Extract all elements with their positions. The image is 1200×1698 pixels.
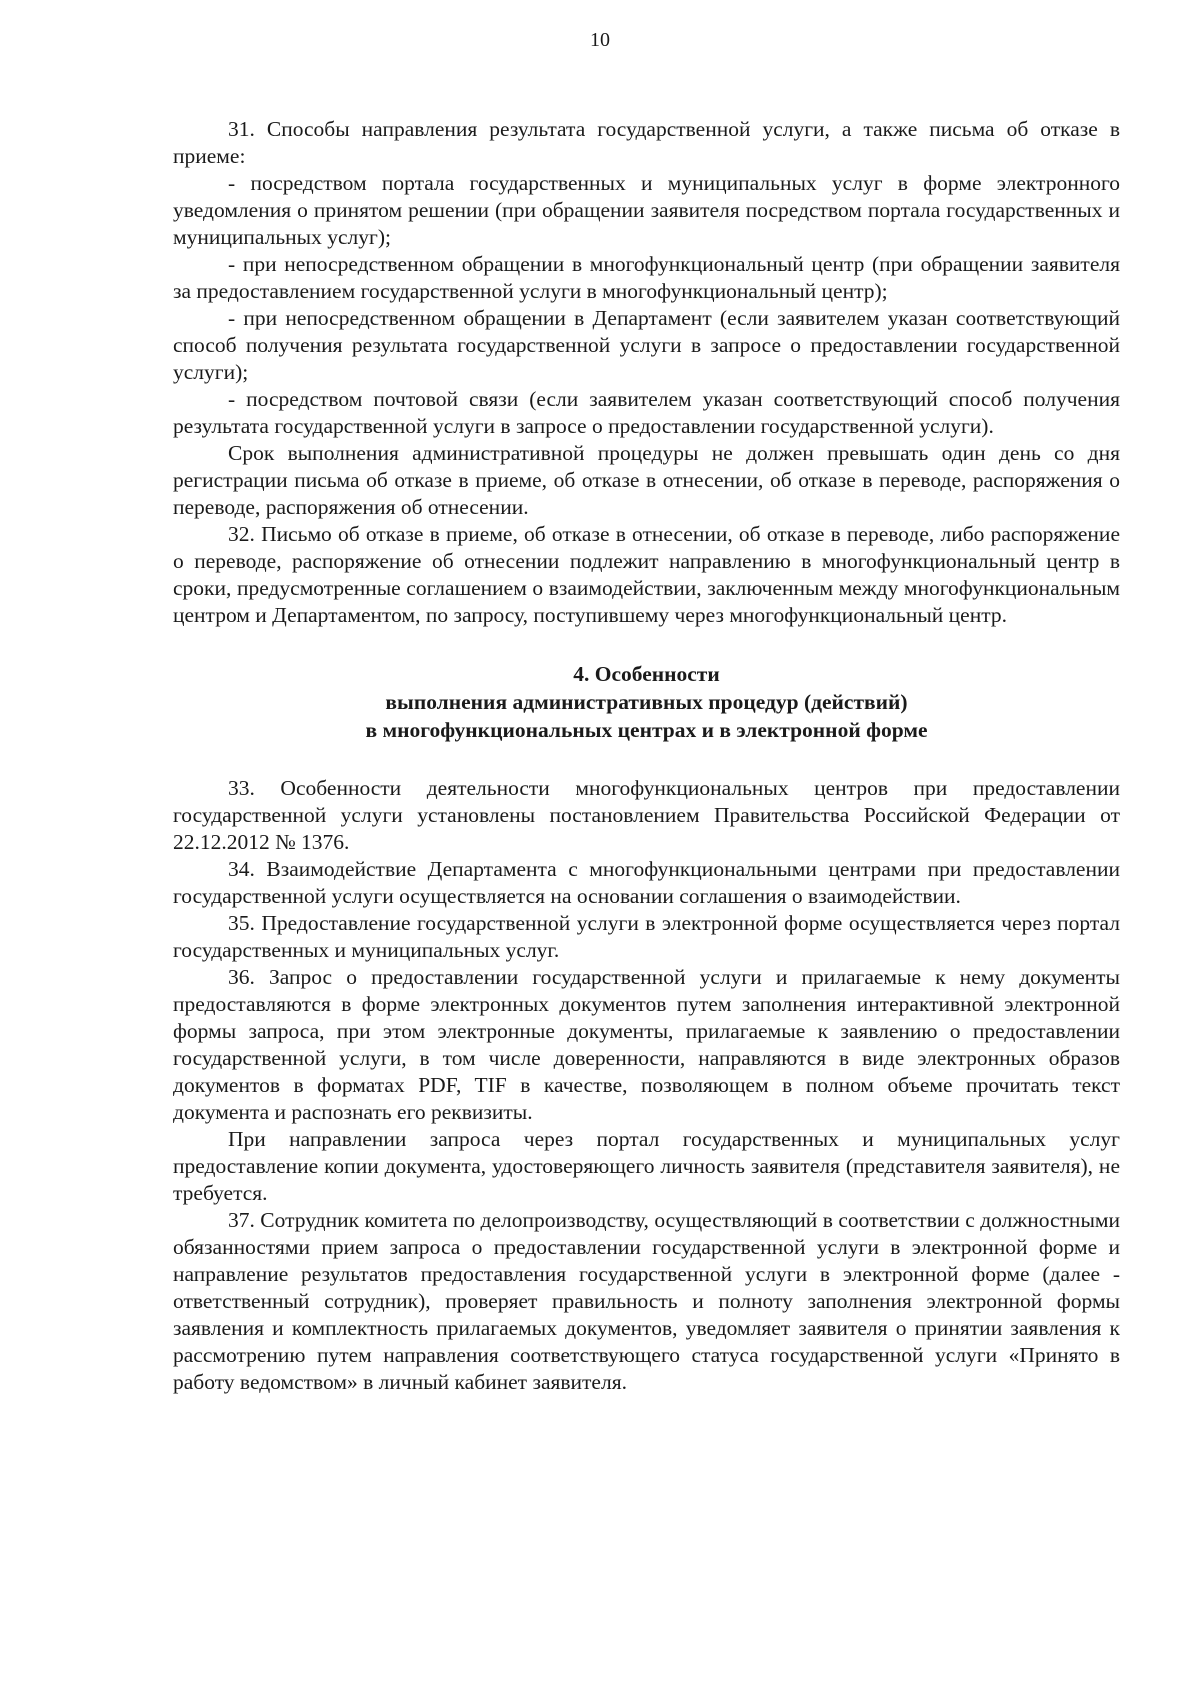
section-heading-line-1: 4. Особенности: [573, 662, 720, 686]
paragraph-31-portal: - посредством портала государственных и муниципальных услуг в форме электронного уведомления о принятом решении (при обращении заявителя посредством портала государственных и муниципальных услуг);: [173, 171, 1120, 249]
paragraph-31-department: - при непосредственном обращении в Департамент (если заявителем указан соответствующий способ получения результата государственной услуги в запросе о предоставлении государственной услуги);: [173, 306, 1120, 384]
paragraph-37: 37. Сотрудник комитета по делопроизводству, осуществляющий в соответствии с должностными обязанностями прием запроса о предоставлении государственной услуги в электронной форме и направление результатов предоставления государственной услуги в электронной форме (далее - ответственный сотрудник), проверяет правильность и полноту заполнения электронной формы заявления и комплектность прилагаемых документов, уведомляет заявителя о принятии заявления к рассмотрению путем направления соответствующего статуса государственной услуги «Принято в работу ведомством» в личный кабинет заявителя.: [173, 1208, 1120, 1394]
paragraph-deadline: Срок выполнения административной процедуры не должен превышать один день со дня регистрации письма об отказе в приеме, об отказе в отнесении, об отказе в переводе, распоряжения о переводе, распоряжения об отнесении.: [173, 441, 1120, 519]
paragraph-31-post: - посредством почтовой связи (если заявителем указан соответствующий способ получения результата государственной услуги в запросе о предоставлении государственной услуги).: [173, 387, 1120, 438]
section-heading-line-3: в многофункциональных центрах и в электронной форме: [365, 718, 928, 742]
page-number: 10: [590, 29, 610, 51]
section-heading: [173, 660, 1120, 744]
section-heading-line-2: выполнения административных процедур (действий): [385, 690, 908, 714]
document-body: [173, 116, 1120, 1396]
paragraph-32: 32. Письмо об отказе в приеме, об отказе в отнесении, об отказе в переводе, либо распоряжение о переводе, распоряжение об отнесении подлежит направлению в многофункциональный центр в сроки, предусмотренные соглашением о взаимодействии, заключенным между многофункциональным центром и Департаментом, по запросу, поступившему через многофункциональный центр.: [173, 522, 1120, 627]
paragraph-31-mfc: - при непосредственном обращении в многофункциональный центр (при обращении заявителя за предоставлением государственной услуги в многофункциональный центр);: [173, 252, 1120, 303]
paragraph-35: 35. Предоставление государственной услуги в электронной форме осуществляется через портал государственных и муниципальных услуг.: [173, 911, 1120, 962]
paragraph-34: 34. Взаимодействие Департамента с многофункциональными центрами при предоставлении государственной услуги осуществляется на основании соглашения о взаимодействии.: [173, 857, 1120, 908]
paragraph-31-intro: 31. Способы направления результата государственной услуги, а также письма об отказе в приеме:: [173, 117, 1120, 168]
paragraph-36: 36. Запрос о предоставлении государственной услуги и прилагаемые к нему документы предоставляются в форме электронных документов путем заполнения интерактивной электронной формы запроса, при этом электронные документы, прилагаемые к заявлению о предоставлении государственной услуги, в том числе доверенности, направляются в виде электронных образов документов в форматах PDF, TIF в качестве, позволяющем в полном объеме прочитать текст документа и распознать его реквизиты.: [173, 965, 1120, 1124]
paragraph-36-portal-note: При направлении запроса через портал государственных и муниципальных услуг предоставление копии документа, удостоверяющего личность заявителя (представителя заявителя), не требуется.: [173, 1127, 1120, 1205]
paragraph-33: 33. Особенности деятельности многофункциональных центров при предоставлении государственной услуги установлены постановлением Правительства Российской Федерации от 22.12.2012 № 1376.: [173, 776, 1120, 854]
